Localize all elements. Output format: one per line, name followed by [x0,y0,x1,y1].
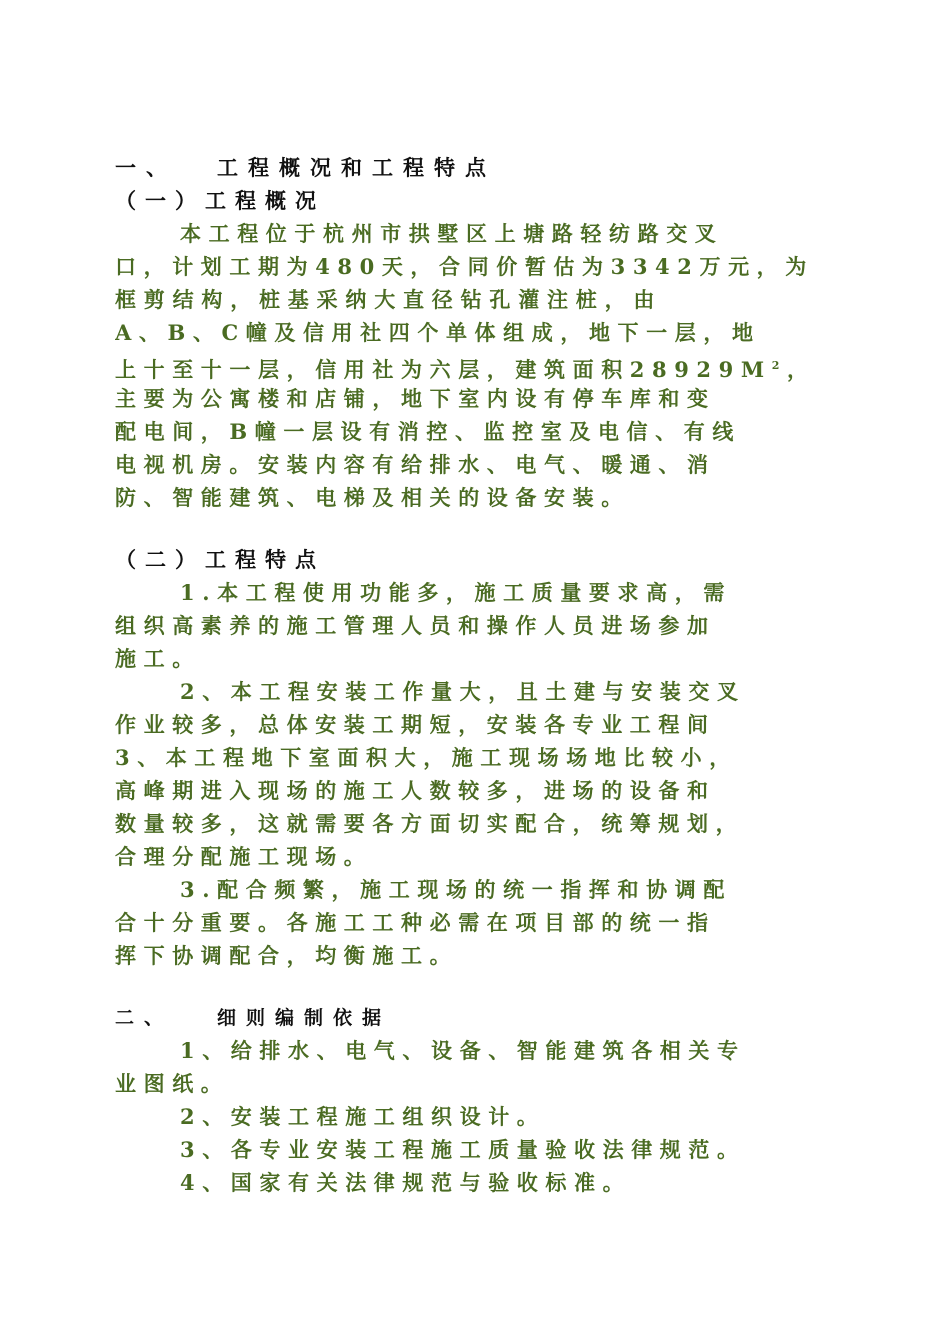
paragraph-line: 组织高素养的施工管理人员和操作人员进场参加 [115,613,716,638]
basis-item: 1、给排水、电气、设备、智能建筑各相关专 [180,1038,746,1063]
paragraph-line: A、B、C幢及信用社四个单体组成，地下一层，地 [115,320,761,345]
paragraph-line: 合理分配施工现场。 [115,844,373,869]
basis-item: 3、各专业安装工程施工质量验收法律规范。 [180,1137,746,1162]
subsection-1-title: （一）工程概况 [115,188,325,213]
section-2-heading [115,1002,835,1034]
paragraph-line: 高峰期进入现场的施工人数较多，进场的设备和 [115,778,716,803]
basis-item: 业图纸。 [115,1071,230,1096]
paragraph-line: 作业较多，总体安装工期短，安装各专业工程间 [115,712,716,737]
paragraph-line: 3、本工程地下室面积大，施工现场场地比较小， [115,745,738,770]
section-1-number: 一、 [115,155,177,180]
paragraph-line: 合十分重要。各施工工种必需在项目部的统一指 [115,910,716,935]
paragraph-line: 电视机房。安装内容有给排水、电气、暖通、消 [115,452,716,477]
basis-item: 4、国家有关法律规范与验收标准。 [180,1170,632,1195]
paragraph-line: 2、本工程安装工作量大，且土建与安装交叉 [180,679,746,704]
paragraph-line: 施工。 [115,646,201,671]
section-1-heading [115,152,835,184]
area-text: 上十至十一层，信用社为六层，建筑面积28929M [115,357,772,382]
paragraph-line: 数量较多，这就需要各方面切实配合，统筹规划， [115,811,745,836]
paragraph-line: 口，计划工期为480天，合同价暂估为3342万元，为 [115,254,814,279]
section-1-title: 工程概况和工程特点 [217,155,496,180]
paragraph-line: 主要为公寓楼和店铺，地下室内设有停车库和变 [115,386,716,411]
paragraph-line: 1.本工程使用功能多，施工质量要求高，需 [180,580,732,605]
section-2-number: 二、 [115,1007,174,1029]
paragraph-line: 配电间，B幢一层设有消控、监控室及电信、有线 [115,419,741,444]
paragraph-line: 框剪结构，桩基采纳大直径钻孔灌注桩，由 [115,287,663,312]
area-punct: ， [786,357,816,382]
area-superscript: 2 [771,359,787,372]
section-2-title: 细则编制依据 [217,1007,392,1029]
paragraph-line: 本工程位于杭州市拱墅区上塘路轻纺路交叉 [180,221,724,246]
subsection-2-title: （二）工程特点 [115,547,325,572]
paragraph-line: 防、智能建筑、电梯及相关的设备安装。 [115,485,630,510]
paragraph-line-area [115,350,835,382]
basis-item: 2、安装工程施工组织设计。 [180,1104,546,1129]
paragraph-line: 3.配合频繁，施工现场的统一指挥和协调配 [180,877,732,902]
paragraph-line: 挥下协调配合，均衡施工。 [115,943,459,968]
